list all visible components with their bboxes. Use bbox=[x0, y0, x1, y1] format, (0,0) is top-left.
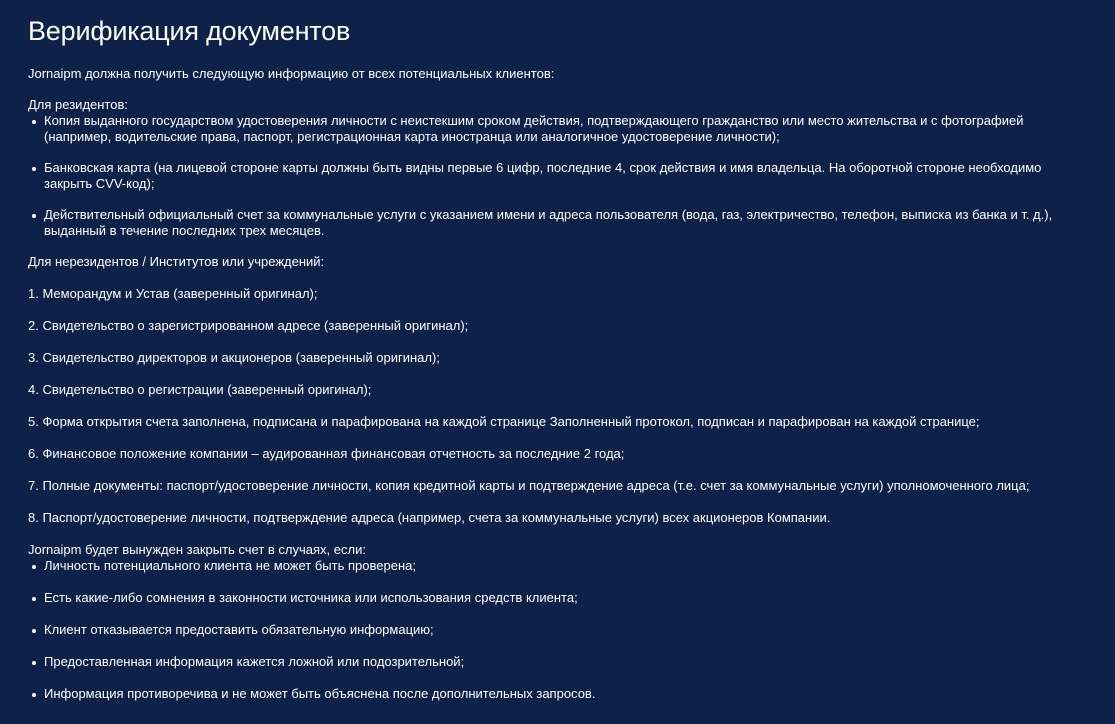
closure-heading: Jornaipm будет вынужден закрыть счет в случаях, если: bbox=[28, 542, 366, 557]
list-item: Личность потенциального клиента не может быть проверена; bbox=[28, 558, 1087, 574]
non-residents-heading: Для нерезидентов / Институтов или учреждений: bbox=[28, 254, 325, 269]
non-residents-list bbox=[28, 286, 1087, 526]
list-item: 5. Форма открытия счета заполнена, подписана и парафирована на каждой странице Заполненный протокол, подписан и парафирован на каждой странице; bbox=[28, 414, 980, 429]
residents-heading: Для резидентов: bbox=[28, 97, 128, 112]
list-item: 4. Свидетельство о регистрации (заверенный оригинал); bbox=[28, 382, 372, 397]
list-item: Клиент отказывается предоставить обязательную информацию; bbox=[28, 622, 1087, 638]
list-item: 1. Меморандум и Устав (заверенный оригинал); bbox=[28, 286, 318, 301]
intro-text: Jornaipm должна получить следующую информацию от всех потенциальных клиентов: bbox=[28, 66, 555, 81]
list-item: Информация противоречива и не может быть объяснена после дополнительных запросов. bbox=[28, 686, 1087, 702]
list-item: 3. Свидетельство директоров и акционеров (заверенный оригинал); bbox=[28, 350, 440, 365]
list-item: 7. Полные документы: паспорт/удостоверение личности, копия кредитной карты и подтверждение адреса (т.е. счет за коммунальные услуги) уполномоченного лица; bbox=[28, 478, 1030, 493]
list-item: 8. Паспорт/удостоверение личности, подтверждение адреса (например, счета за коммунальные услуги) всех акционеров Компании. bbox=[28, 510, 831, 525]
list-item: Банковская карта (на лицевой стороне карты должны быть видны первые 6 цифр, последние 4, срок действия и имя владельца. На оборотной стороне необходимо закрыть CVV-код); bbox=[28, 160, 1087, 192]
page-title: Верификация документов bbox=[28, 16, 351, 46]
residents-list bbox=[28, 113, 1087, 239]
list-item: Копия выданного государством удостоверения личности с неистекшим сроком действия, подтверждающего гражданство или место жительства и с фотографией (например, водительские права, паспорт, регистрационная карта иностранца или аналогичное удостоверение личности); bbox=[28, 113, 1087, 145]
list-item: Есть какие-либо сомнения в законности источника или использования средств клиента; bbox=[28, 590, 1087, 606]
list-item: Предоставленная информация кажется ложной или подозрительной; bbox=[28, 654, 1087, 670]
list-item: 2. Свидетельство о зарегистрированном адресе (заверенный оригинал); bbox=[28, 318, 469, 333]
list-item: 6. Финансовое положение компании – аудированная финансовая отчетность за последние 2 года; bbox=[28, 446, 625, 461]
list-item: Действительный официальный счет за коммунальные услуги с указанием имени и адреса пользователя (вода, газ, электричество, телефон, выписка из банка и т. д.), выданный в течение последних трех месяцев. bbox=[28, 207, 1087, 239]
closure-list bbox=[28, 558, 1087, 702]
